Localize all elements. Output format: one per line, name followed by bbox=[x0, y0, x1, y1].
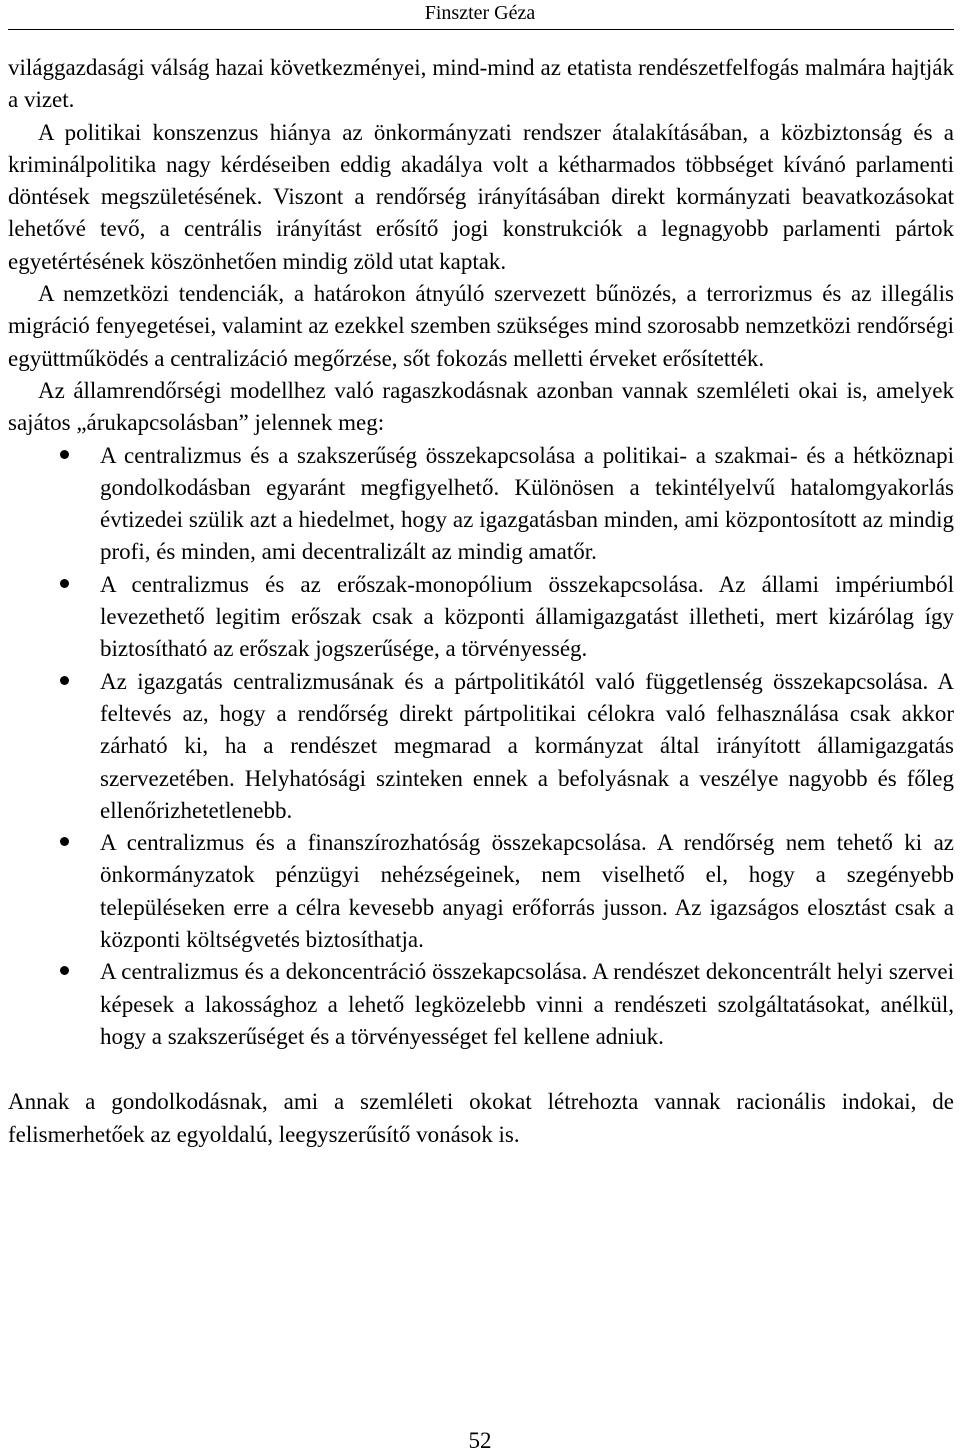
bullet-list bbox=[8, 440, 954, 1054]
paragraph-continuation: világgazdasági válság hazai következményei, mind-mind az etatista rendészetfelfogás malmára hajtják a vizet. bbox=[8, 55, 954, 113]
running-header-author: Finszter Géza bbox=[424, 2, 536, 24]
bullet-icon bbox=[60, 450, 69, 459]
header-rule bbox=[8, 29, 954, 30]
bullet-item bbox=[8, 827, 954, 956]
bullet-text: A centralizmus és a szakszerűség összekapcsolása a politikai- a szakmai- és a hétköznapi gondolkodásban egyaránt megfigyelhető. Különösen a tekintélyelvű hatalomgyakorlás évtizedei szülik azt a hiedelmet, hogy az igazgatásban minden, ami központosított az mindig profi, és minden, ami decentralizált az mindig amatőr. bbox=[100, 442, 954, 565]
paragraph-political-consensus: A politikai konszenzus hiánya az önkormányzati rendszer átalakításában, a közbiztonság és a kriminálpolitika nagy kérdéseiben eddig akadálya volt a kétharmados többséget kívánó parlamenti döntések megszületésének. Viszont a rendőrség irányításában direkt kormányzati beavatkozásokat lehetővé tevő, a centrális irányítást erősítő jogi konstrukciók a legnagyobb parlamenti pártok egyetértésének köszönhetően mindig zöld utat kaptak. bbox=[8, 119, 954, 274]
page-number: 52 bbox=[468, 1428, 492, 1453]
paragraph-conceptual-reasons: Az államrendőrségi modellhez való ragaszkodásnak azonban vannak szemléleti okai is, amelyek sajátos „árukapcsolásban” jelennek meg: bbox=[8, 377, 954, 436]
bullet-item bbox=[8, 666, 954, 827]
body-text bbox=[8, 52, 954, 1151]
bullet-item bbox=[8, 569, 954, 666]
paragraph-closing: Annak a gondolkodásnak, ami a szemléleti okokat létrehozta vannak racionális indokai, de felismerhetőek az egyoldalú, leegyszerűsítő vonások is. bbox=[8, 1089, 954, 1147]
bullet-text: A centralizmus és az erőszak-monopólium összekapcsolása. Az állami impériumból levezethető legitim erőszak csak a központi államigazgatást illetheti, mert kizárólag így biztosítható az erőszak jogszerűsége, a törvényesség. bbox=[100, 571, 954, 662]
bullet-icon bbox=[60, 579, 69, 588]
bullet-icon bbox=[60, 676, 69, 685]
bullet-item bbox=[8, 956, 954, 1053]
bullet-text: A centralizmus és a finanszírozhatóság összekapcsolása. A rendőrség nem tehető ki az önkormányzatok pénzügyi nehézségeinek, nem viselhető el, hogy a szegényebb településeken erre a célra kevesebb anyagi erőforrás jusson. Az igazságos elosztást csak a központi költségvetés biztosíthatja. bbox=[100, 830, 954, 953]
paragraph-international-trends: A nemzetközi tendenciák, a határokon átnyúló szervezett bűnözés, a terrorizmus és az illegális migráció fenyegetései, valamint az ezekkel szemben szükséges mind szorosabb nemzetközi rendőrségi együttműködés a centralizáció megőrzése, sőt fokozás melletti érveket erősítették. bbox=[8, 281, 954, 371]
bullet-text: A centralizmus és a dekoncentráció összekapcsolása. A rendészet dekoncentrált helyi szervei képesek a lakossághoz a lehető legközelebb vinni a rendészeti szolgáltatásokat, anélkül, hogy a szakszerűséget és a törvényességet fel kellene adniuk. bbox=[100, 959, 954, 1049]
bullet-icon bbox=[60, 966, 69, 975]
bullet-item bbox=[8, 440, 954, 569]
bullet-icon bbox=[60, 837, 69, 846]
bullet-text: Az igazgatás centralizmusának és a pártpolitikától való függetlenség összekapcsolása. A feltevés az, hogy a rendőrség direkt pártpolitikai célokra való felhasználása csak akkor zárható ki, ha a rendészet megmarad a kormányzat által irányított államigazgatás szervezetében. Helyhatósági szinteken ennek a befolyásnak a veszélye nagyobb és főleg ellenőrizhetetlenebb. bbox=[100, 668, 954, 823]
